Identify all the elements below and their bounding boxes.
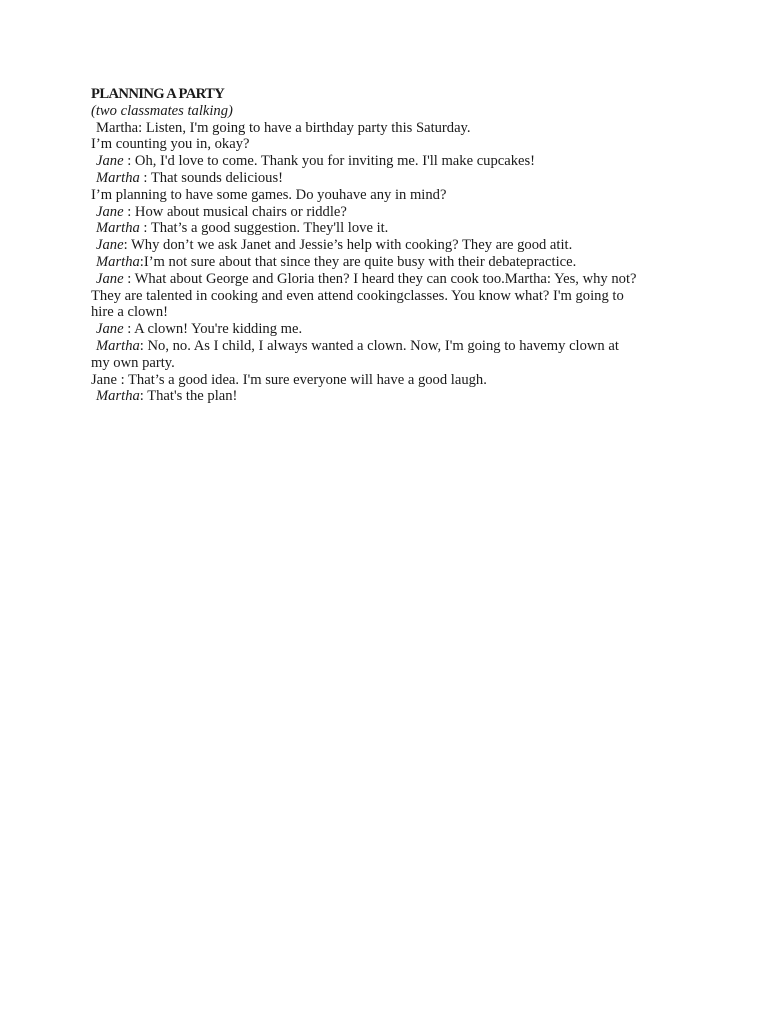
dialogue-line (91, 204, 691, 221)
dialogue-line (91, 187, 691, 204)
dialogue-line (91, 220, 691, 237)
line-text: hire a clown! (91, 304, 168, 321)
line-text: Jane : That’s a good idea. I'm sure everyone will have a good laugh. (91, 371, 487, 388)
line-text: Martha: Listen, I'm going to have a birthday party this Saturday. (96, 119, 471, 136)
line-text: : That sounds delicious! (139, 169, 284, 186)
dialogue-line (91, 304, 691, 321)
speaker-name: Martha (96, 253, 140, 270)
dialogue-line (91, 136, 691, 153)
line-text: I’m planning to have some games. Do youhave any in mind? (91, 186, 447, 203)
dialogue-line (91, 388, 691, 405)
line-text: : A clown! You're kidding me. (123, 321, 303, 338)
speaker-name: Jane (96, 203, 124, 220)
document-subtitle: (two classmates talking) (91, 102, 233, 119)
dialogue-line (91, 372, 691, 389)
speaker-name: Jane (96, 321, 124, 338)
dialogue-line (91, 120, 691, 137)
speaker-name: Martha (96, 388, 140, 405)
line-text: : Why don’t we ask Janet and Jessie’s help with cooking? They are good atit. (123, 237, 573, 254)
speaker-name: Martha (96, 169, 140, 186)
dialogue-line (91, 338, 691, 355)
line-text: my own party. (91, 354, 175, 371)
line-text: : What about George and Gloria then? I heard they can cook too.Martha: Yes, why not? (123, 270, 637, 287)
speaker-name: Jane (96, 153, 124, 170)
speaker-name: Martha (96, 337, 140, 354)
speaker-name: Jane (96, 237, 124, 254)
speaker-name: Jane (96, 270, 124, 287)
line-text: : How about musical chairs or riddle? (123, 203, 347, 220)
line-text: I’m counting you in, okay? (91, 136, 250, 153)
line-text: : That’s a good suggestion. They'll love it. (139, 220, 389, 237)
line-text: : No, no. As I child, I always wanted a clown. Now, I'm going to havemy clown at (139, 337, 619, 354)
document-title: PLANNING A PARTY (91, 86, 225, 102)
dialogue-line (91, 321, 691, 338)
dialogue-line (91, 237, 691, 254)
dialogue-line (91, 153, 691, 170)
dialogue-line (91, 170, 691, 187)
line-text: : Oh, I'd love to come. Thank you for inviting me. I'll make cupcakes! (123, 153, 536, 170)
dialogue-line (91, 271, 691, 288)
speaker-name: Martha (96, 220, 140, 237)
line-text: They are talented in cooking and even attend cookingclasses. You know what? I'm going to (91, 287, 624, 304)
dialogue-line (91, 355, 691, 372)
dialogue-line (91, 254, 691, 271)
line-text: :I’m not sure about that since they are quite busy with their debatepractice. (139, 253, 577, 270)
line-text: : That's the plan! (139, 388, 238, 405)
dialogue-line (91, 288, 691, 305)
document-body (91, 86, 691, 405)
